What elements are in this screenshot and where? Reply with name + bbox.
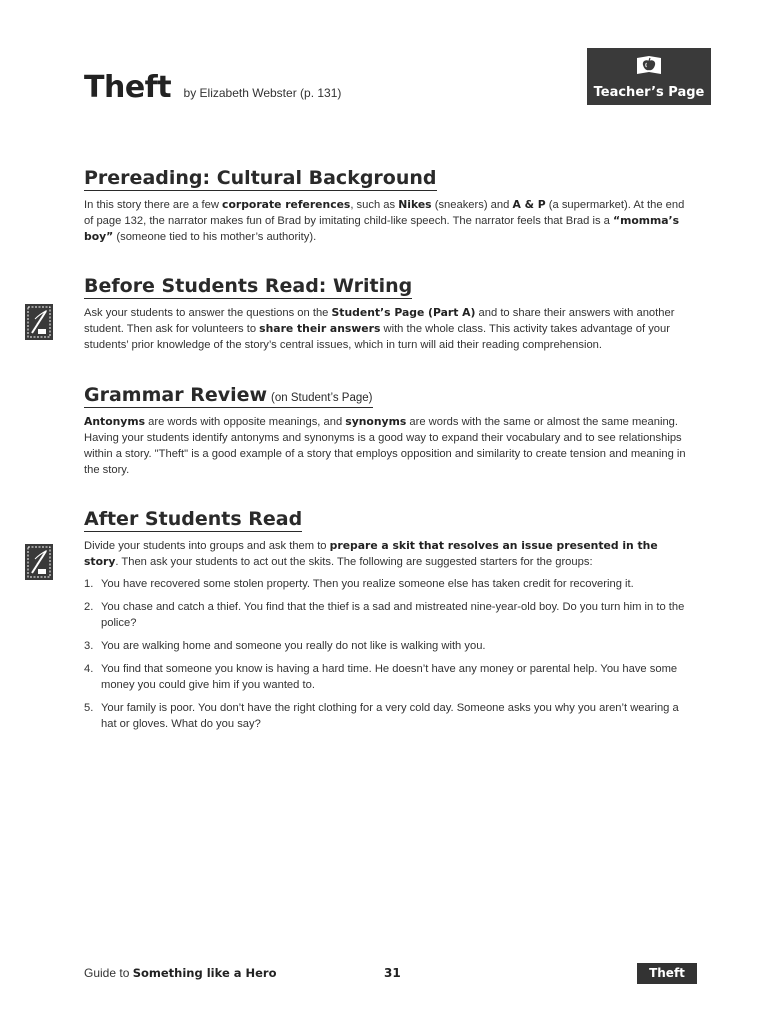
section-grammar: [84, 384, 690, 478]
footer-book-title: Something like a Hero: [132, 966, 277, 980]
prereading-heading: Prereading: Cultural Background: [84, 167, 437, 189]
badge-label: Teacher’s Page: [593, 85, 705, 100]
list-item: 4. You find that someone you know is having a hard time. He doesn’t have any money or parental help. You have some money you could give him if you wanted to.: [84, 663, 678, 691]
grammar-text: Antonyms are words with opposite meanings, and synonyms are words with the same or almost the same meaning. Having your students identify antonyms and synonyms is a good way to expand their vocabulary and to see relationships within a story. "Theft" is a good example of a story that employs opposition and similarity to create tension and meaning in the story.: [84, 415, 686, 476]
writing-icon: [24, 303, 54, 341]
list-item: 5. Your family is poor. You don’t have the right clothing for a very cold day. Someone asks you why you aren’t wearing a hat or gloves. What do you say?: [84, 702, 679, 730]
footer-story-tag: Theft: [637, 963, 697, 984]
section-before-read: [84, 275, 690, 353]
footer-guide: Guide to Something like a Hero: [84, 966, 277, 980]
writing-icon: [24, 543, 54, 581]
page-number: 31: [384, 966, 401, 980]
teachers-page-badge: [587, 48, 711, 105]
page-title: Theft: [84, 70, 172, 105]
grammar-note: (on Student’s Page): [271, 392, 373, 404]
after-read-heading: After Students Read: [84, 508, 303, 530]
skit-starters-list: [84, 576, 690, 732]
list-item: 2. You chase and catch a thief. You find that the thief is a sad and mistreated nine-year-old boy. Do you turn him in to the police?: [84, 601, 685, 629]
title-row: [84, 70, 341, 110]
apple-icon: [636, 54, 662, 76]
section-prereading: [84, 167, 690, 245]
after-read-text: Divide your students into groups and ask them to prepare a skit that resolves an issue presented in the story. Then ask your students to act out the skits. The following are suggested starters for the groups:: [84, 539, 658, 568]
before-read-text: Ask your students to answer the questions on the Student’s Page (Part A) and to share their answers with another student. Then ask for volunteers to share their answers with the whole class. This activity takes advantage of your students’ prior knowledge of the story’s central issues, which in turn will aid their reading comprehension.: [84, 306, 675, 351]
list-item: 3. You are walking home and someone you really do not like is walking with you.: [84, 640, 486, 652]
prereading-text: In this story there are a few corporate references, such as Nikes (sneakers) and A & P (a supermarket). At the end of page 132, the narrator makes fun of Brad by imitating child-like speech. The narrator feels that Brad is a “momma’s boy” (someone tied to his mother’s authority).: [84, 198, 685, 243]
list-item: 1. You have recovered some stolen property. Then you realize someone else has taken credit for recovering it.: [84, 578, 634, 590]
before-read-heading: Before Students Read: Writing: [84, 275, 413, 297]
section-after-read: [84, 508, 690, 739]
byline: by Elizabeth Webster (p. 131): [183, 86, 342, 100]
grammar-heading: Grammar Review (on Student’s Page): [84, 384, 373, 406]
